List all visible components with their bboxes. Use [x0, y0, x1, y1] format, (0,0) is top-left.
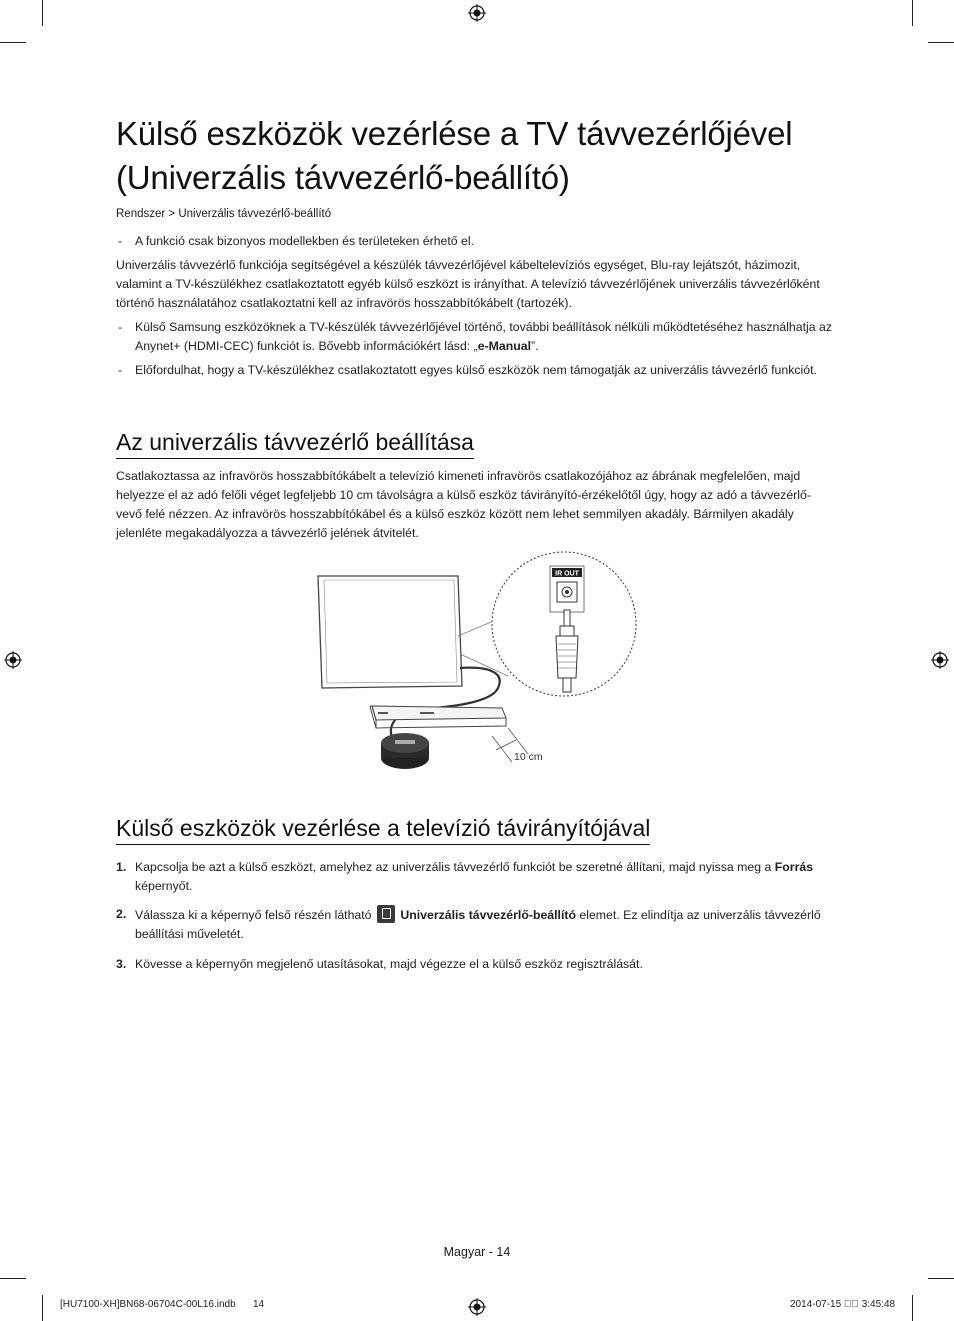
- registration-mark-icon: [468, 4, 486, 22]
- universal-remote-icon: [377, 905, 395, 923]
- crop-mark: [912, 0, 913, 26]
- crop-mark: [0, 1278, 26, 1279]
- title-line-1: Külső eszközök vezérlése a TV távvezérlőjével: [116, 115, 793, 152]
- intro-paragraph: Univerzális távvezérlő funkciója segítségével a készülék távvezérlőjével kábeltelevíziós egységet, Blu-ray lejátszót, házimozit, valamint a TV-készülékhez csatlakoztatott egyéb külső eszközt is irányíthat. A televízió távvezérlőjének univerzális távvezérlőként történő használatához csatlakoztatni kell az infravörös hosszabbítókábelt (tartozék).: [116, 258, 820, 310]
- step-number: 3.: [116, 957, 127, 971]
- file-page: 14: [253, 1299, 265, 1310]
- crop-mark: [928, 42, 954, 43]
- crop-mark: [928, 1278, 954, 1279]
- step-item: 2. Válassza ki a képernyő felső részén látható Univerzális távvezérlő-beállító elemet. Ez elindítja az univerzális távvezérlő beállítási műveletét.: [116, 907, 821, 941]
- jack-plug-icon: [564, 610, 570, 626]
- note-anynet: - Külső Samsung eszközöknek a TV-készülék távvezérlőjével történő, további beállítások nélküli működtetéséhez használhatja az Anynet+ (HDMI-CEC) funkciót is. Bővebb információkért lásd: „e-Manual”.: [118, 320, 832, 353]
- note-anynet-end: ”.: [531, 339, 539, 353]
- breadcrumb: [116, 208, 331, 220]
- breadcrumb-item-system: Rendszer: [116, 208, 166, 220]
- crop-mark: [912, 1295, 913, 1321]
- note-support: - Előfordulhat, hogy a TV-készülékhez csatlakoztatott egyes külső eszközök nem támogatják az univerzális távvezérlő funkciót.: [118, 363, 817, 377]
- registration-mark-icon: [468, 1298, 486, 1316]
- page-title: [116, 112, 896, 200]
- crop-mark: [42, 1295, 43, 1321]
- e-manual-link[interactable]: e-Manual: [477, 339, 532, 353]
- crop-mark: [0, 42, 26, 43]
- note-support-text: Előfordulhat, hogy a TV-készülékhez csatlakoztatott egyes külső eszközök nem támogatják az univerzális távvezérlő funkciót.: [135, 363, 817, 377]
- intro-note-text: A funkció csak bizonyos modellekben és területeken érhető el.: [135, 234, 475, 248]
- step-item: 1. Kapcsolja be azt a külső eszközt, amelyhez az univerzális távvezérlő funkciót be szeretné állítani, majd nyissa meg a Forrás képernyőt.: [116, 860, 814, 893]
- tv-illustration: [318, 576, 462, 688]
- universal-remote-label: Univerzális távvezérlő-beállító: [400, 908, 576, 922]
- registration-mark-icon: [4, 651, 22, 669]
- step-number: 2.: [116, 907, 127, 921]
- ir-connection-diagram: [300, 548, 650, 778]
- distance-label: 10 cm: [514, 751, 543, 763]
- title-line-2: (Univerzális távvezérlő-beállító): [116, 159, 570, 196]
- external-device-illustration: [372, 706, 506, 720]
- step-number: 1.: [116, 860, 127, 874]
- ir-out-label: IR OUT: [555, 570, 579, 578]
- section-heading-setup: Az univerzális távvezérlő beállítása: [116, 427, 474, 459]
- registration-mark-icon: [931, 651, 949, 669]
- file-name: [HU7100-XH]BN68-06704C-00L16.indb: [60, 1299, 236, 1310]
- setup-paragraph: Csatlakoztassa az infravörös hosszabbítókábelt a televízió kimeneti infravörös csatlakozójához az ábrának megfelelően, majd helyezze el az adó felőli véget legfeljebb 10 cm távolságra a külső eszköz távirányító-érzékelőtől úgy, hogy az adó a távvezérlő-vevő felé nézzen. Az infravörös hosszabbítókábel és a külső eszköz között nem lehet semmilyen akadály. Bármilyen akadály jelenléte megakadályozza a távvezérlő jelének átvitelét.: [116, 469, 811, 540]
- breadcrumb-separator: >: [168, 208, 176, 220]
- timestamp: 2014-07-15 ￿￿ 3:45:48: [790, 1299, 896, 1310]
- section-heading-control: Külső eszközök vezérlése a televízió távirányítójával: [116, 813, 650, 845]
- crop-mark: [42, 0, 43, 26]
- note-anynet-text: Külső Samsung eszközöknek a TV-készülék távvezérlőjével történő, további beállítások nélküli működtetéséhez használhatja az Anynet+ (HDMI-CEC) funkciót is. Bővebb információkért lásd: „: [135, 320, 832, 353]
- page-number: Magyar - 14: [443, 1245, 511, 1259]
- source-label: Forrás: [774, 860, 814, 874]
- intro-note: - A funkció csak bizonyos modellekben és területeken érhető el.: [118, 234, 475, 248]
- breadcrumb-item-universal-remote: Univerzális távvezérlő-beállító: [178, 208, 332, 220]
- step-item: 3. Kövesse a képernyőn megjelenő utasításokat, majd végezze el a külső eszköz regisztrálását.: [116, 955, 855, 974]
